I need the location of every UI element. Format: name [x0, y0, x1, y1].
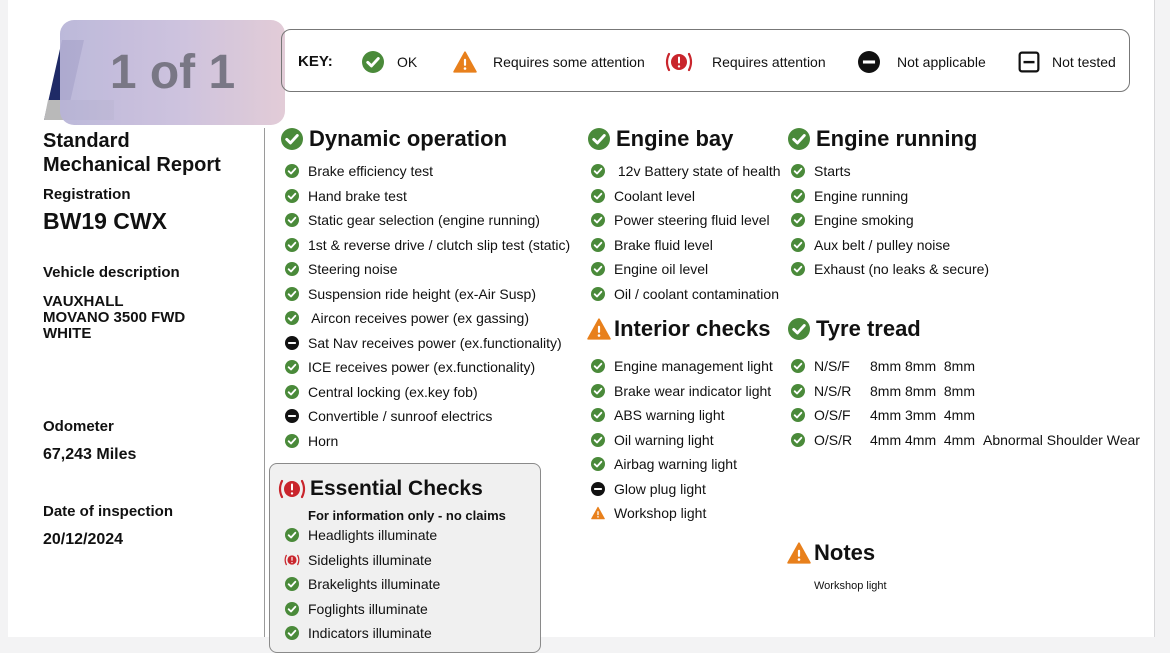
checklist-item-label: Airbag warning light: [614, 456, 737, 473]
ok-icon: [790, 408, 806, 422]
ok-icon: [790, 189, 806, 203]
checklist-item: [284, 523, 440, 548]
section-title: Tyre tread: [816, 316, 921, 341]
checklist-item-label: Glow plug light: [614, 480, 706, 497]
key-label-not-applicable: Not applicable: [897, 53, 986, 70]
not-tested-icon: [1018, 51, 1040, 73]
vehicle-make: VAUXHALL: [43, 293, 124, 310]
ok-icon: [284, 577, 300, 591]
ok-icon: [590, 189, 606, 203]
inspection-date-value: 20/12/2024: [43, 531, 124, 548]
interior-checks-heading: [587, 316, 771, 342]
ok-icon: [284, 189, 300, 203]
tyre-tread-depths: 4mm 3mm 4mm: [870, 407, 975, 424]
checklist-item: [590, 257, 781, 282]
checklist-item-label: Sidelights illuminate: [308, 551, 432, 568]
ok-icon: [790, 433, 806, 447]
checklist-item-label: Coolant level: [614, 187, 695, 204]
ok-icon: [790, 262, 806, 276]
checklist-item-label: Aux belt / pulley noise: [814, 236, 951, 253]
odometer-value: 67,243 Miles: [43, 446, 137, 463]
checklist-item: [590, 477, 773, 502]
checklist-item: [790, 208, 989, 233]
checklist-item-label: Oil warning light: [614, 431, 714, 448]
ok-icon: [788, 318, 810, 340]
checklist-item: [284, 548, 440, 573]
checklist-item: [790, 159, 989, 184]
checklist-item: [790, 354, 1140, 379]
ok-icon: [790, 238, 806, 252]
ok-icon: [790, 213, 806, 227]
not-applicable-icon: [284, 336, 300, 350]
ok-icon: [590, 213, 606, 227]
section-title: Engine bay: [616, 126, 734, 151]
checklist-item: [284, 233, 570, 258]
checklist-item-label: Engine smoking: [814, 212, 914, 229]
key-item-attention: [665, 30, 826, 93]
key-item-not-applicable: [858, 30, 986, 93]
tyre-position: N/S/F: [814, 358, 850, 375]
checklist-item-label: Engine oil level: [614, 261, 709, 278]
tyre-tread-list: [790, 354, 1140, 452]
ok-icon: [284, 602, 300, 616]
checklist-item: [590, 379, 773, 404]
key-title: KEY:: [298, 53, 333, 70]
odometer-label: Odometer: [43, 418, 114, 435]
checklist-item: [590, 282, 781, 307]
checklist-item: [590, 233, 781, 258]
warning-triangle-icon: [787, 541, 811, 565]
checklist-item-label: Engine running: [814, 187, 909, 204]
tyre-position: O/S/F: [814, 407, 851, 424]
checklist-item: [590, 184, 781, 209]
key-item-ok: [362, 30, 417, 93]
checklist-item: [284, 621, 440, 646]
tyre-tread-heading: [788, 316, 921, 342]
checklist-item-label: Foglights illuminate: [308, 600, 428, 617]
ok-icon: [790, 384, 806, 398]
key-label-some-attention: Requires some attention: [493, 53, 645, 70]
dynamic-operation-heading: [281, 126, 507, 152]
checklist-item: [284, 380, 570, 405]
ok-icon: [284, 626, 300, 640]
key-label-ok: OK: [397, 53, 418, 70]
interior-checks-list: [590, 354, 773, 526]
checklist-item-label: Indicators illuminate: [308, 625, 432, 642]
status-key: [281, 29, 1130, 92]
inspection-date-label: Date of inspection: [43, 503, 174, 520]
tyre-tread-depths: 8mm 8mm 8mm: [870, 382, 975, 399]
essential-checks-note: For information only - no claims: [308, 508, 506, 523]
checklist-item: [284, 331, 570, 356]
checklist-item: [284, 429, 570, 454]
checklist-item-label: Starts: [814, 163, 851, 180]
ok-icon: [284, 262, 300, 276]
dynamic-operation-list: [284, 159, 570, 453]
column-divider: [264, 128, 265, 637]
ok-icon: [590, 262, 606, 276]
checklist-item: [790, 428, 1140, 453]
checklist-item: [284, 572, 440, 597]
checklist-item: [284, 404, 570, 429]
checklist-item: [284, 597, 440, 622]
checklist-item-label: Convertible / sunroof electrics: [308, 408, 493, 425]
attention-icon: [665, 51, 693, 73]
ok-icon: [284, 434, 300, 448]
checklist-item-label: ICE receives power (ex.functionality): [308, 359, 536, 376]
checklist-item: [590, 403, 773, 428]
tyre-tread-depths: 8mm 8mm 8mm: [870, 358, 975, 375]
checklist-item-label: Brake fluid level: [614, 236, 713, 253]
section-title: Engine running: [816, 126, 978, 151]
checklist-item: [590, 428, 773, 453]
key-item-not-tested: [1018, 30, 1116, 93]
essential-checks-list: [284, 523, 440, 646]
checklist-item-label: 12v Battery state of health: [614, 163, 781, 180]
engine-bay-list: [590, 159, 781, 306]
checklist-item-label: Steering noise: [308, 261, 398, 278]
not-applicable-icon: [590, 482, 606, 496]
checklist-item: [790, 379, 1140, 404]
not-applicable-icon: [858, 51, 880, 73]
checklist-item: [790, 184, 989, 209]
page-count-badge: 1 of 1: [60, 20, 285, 125]
checklist-item: [590, 159, 781, 184]
ok-icon: [284, 238, 300, 252]
checklist-item-label: Engine management light: [614, 358, 773, 375]
key-label-not-tested: Not tested: [1052, 53, 1116, 70]
ok-icon: [284, 385, 300, 399]
ok-icon: [284, 311, 300, 325]
checklist-item: [284, 208, 570, 233]
checklist-item-label: Aircon receives power (ex gassing): [308, 310, 529, 327]
section-title: Dynamic operation: [309, 126, 508, 151]
checklist-item-label: Power steering fluid level: [614, 212, 770, 229]
ok-icon: [590, 238, 606, 252]
vehicle-model: MOVANO 3500 FWD: [43, 309, 186, 326]
ok-icon: [790, 164, 806, 178]
engine-bay-heading: [588, 126, 733, 152]
tyre-position: N/S/R: [814, 382, 852, 399]
ok-icon: [788, 128, 810, 150]
checklist-item: [790, 257, 989, 282]
section-title: Notes: [814, 540, 876, 565]
ok-icon: [590, 164, 606, 178]
warning-triangle-icon: [590, 506, 606, 520]
checklist-item-label: 1st & reverse drive / clutch slip test (static): [308, 236, 571, 253]
ok-icon: [588, 128, 610, 150]
attention-icon: [284, 553, 300, 567]
checklist-item-label: Brakelights illuminate: [308, 576, 441, 593]
tyre-tread-depths: 4mm 4mm 4mm: [870, 431, 975, 448]
checklist-item: [284, 355, 570, 380]
vehicle-colour: WHITE: [43, 325, 92, 342]
ok-icon: [284, 287, 300, 301]
checklist-item-label: Hand brake test: [308, 187, 407, 204]
checklist-item-label: Horn: [308, 432, 339, 449]
checklist-item-label: Sat Nav receives power (ex.functionality): [308, 334, 562, 351]
ok-icon: [590, 287, 606, 301]
key-label-attention: Requires attention: [712, 53, 826, 70]
checklist-item-label: Brake wear indicator light: [614, 382, 772, 399]
section-title: Essential Checks: [310, 477, 483, 500]
checklist-item: [284, 184, 570, 209]
ok-icon: [590, 408, 606, 422]
tyre-position: O/S/R: [814, 431, 853, 448]
checklist-item-label: Workshop light: [614, 505, 707, 522]
essential-checks-heading: [278, 477, 483, 501]
checklist-item: [284, 282, 570, 307]
section-title: Interior checks: [614, 316, 771, 341]
checklist-item-label: Brake efficiency test: [308, 163, 434, 180]
ok-icon: [590, 433, 606, 447]
attention-icon: [278, 478, 306, 500]
engine-running-list: [790, 159, 989, 282]
ok-icon: [590, 384, 606, 398]
key-item-some-attention: [453, 30, 645, 93]
registration-label: Registration: [43, 186, 131, 203]
warning-triangle-icon: [453, 50, 477, 74]
checklist-item-label: Headlights illuminate: [308, 527, 438, 544]
ok-icon: [284, 213, 300, 227]
ok-icon: [284, 360, 300, 374]
notes-text: Workshop light: [814, 580, 887, 592]
checklist-item: [284, 159, 570, 184]
tyre-note: Abnormal Shoulder Wear: [983, 431, 1140, 448]
checklist-item: [790, 233, 989, 258]
report-title-line2: Mechanical Report: [43, 154, 221, 176]
engine-running-heading: [788, 126, 977, 152]
checklist-item-label: Suspension ride height (ex-Air Susp): [308, 285, 537, 302]
checklist-item: [590, 208, 781, 233]
report-title-line1: Standard: [43, 130, 130, 152]
checklist-item-label: Oil / coolant contamination: [614, 285, 779, 302]
ok-icon: [284, 528, 300, 542]
vehicle-description-label: Vehicle description: [43, 264, 180, 281]
registration-value: BW19 CWX: [43, 208, 167, 234]
checklist-item-label: Central locking (ex.key fob): [308, 383, 478, 400]
warning-triangle-icon: [587, 317, 611, 341]
checklist-item: [284, 257, 570, 282]
ok-icon: [790, 359, 806, 373]
ok-icon: [590, 359, 606, 373]
checklist-item: [590, 452, 773, 477]
checklist-item: [284, 306, 570, 331]
checklist-item: [790, 403, 1140, 428]
ok-icon: [590, 457, 606, 471]
ok-icon: [281, 128, 303, 150]
checklist-item-label: Exhaust (no leaks & secure): [814, 261, 990, 278]
checklist-item: [590, 354, 773, 379]
ok-icon: [284, 164, 300, 178]
not-applicable-icon: [284, 409, 300, 423]
checklist-item: [590, 501, 773, 526]
checklist-item-label: Static gear selection (engine running): [308, 212, 540, 229]
ok-icon: [362, 51, 384, 73]
checklist-item-label: ABS warning light: [614, 407, 725, 424]
notes-heading: [787, 540, 875, 566]
